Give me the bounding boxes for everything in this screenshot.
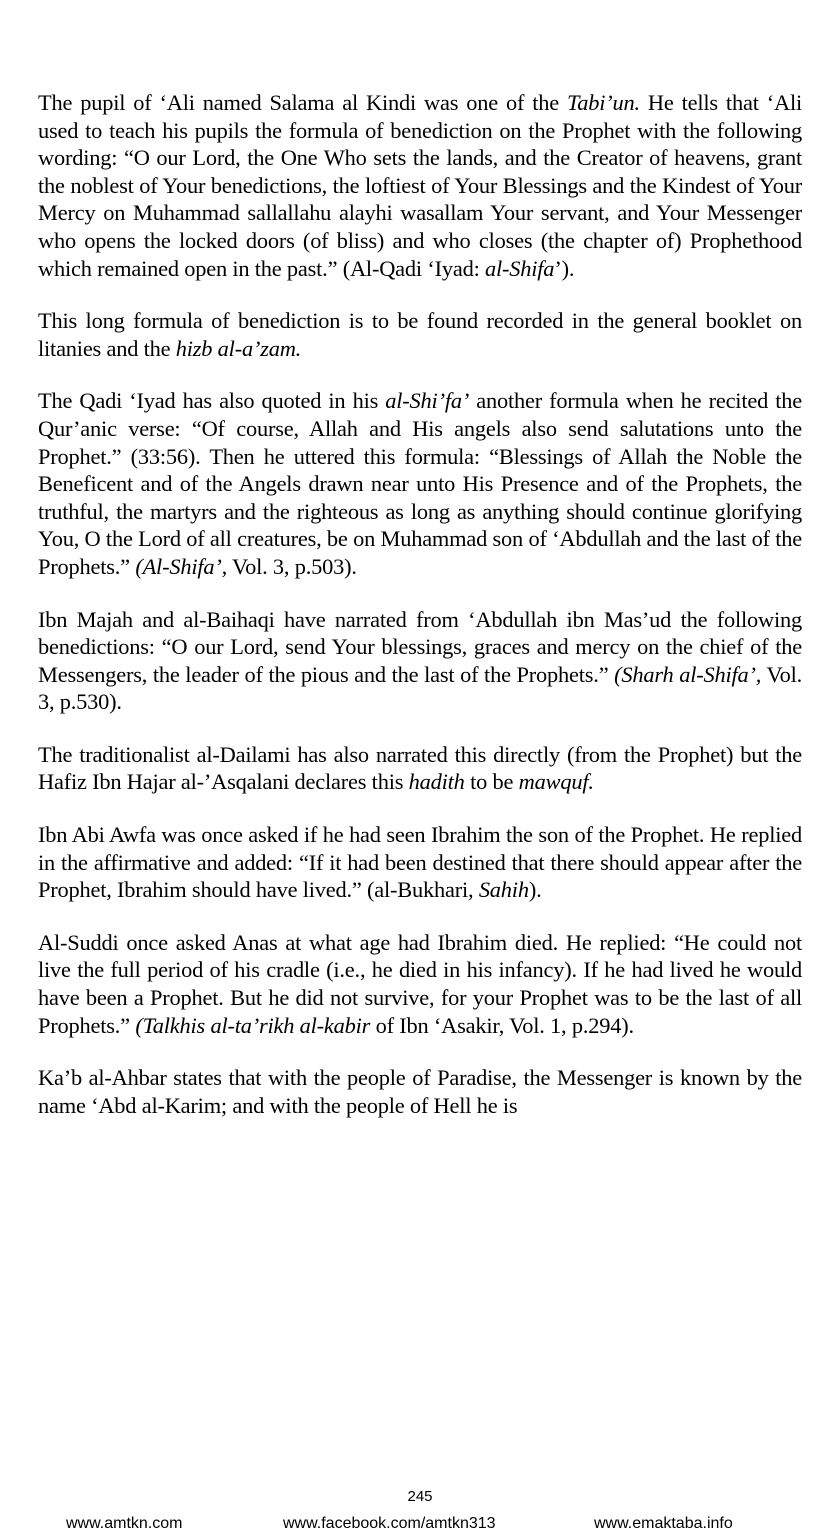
paragraph <box>38 1064 802 1119</box>
text-run: Ka’b al-Ahbar states that with the people of Paradise, the Messenger is known by the name ‘Abd al-Karim; and with the people of Hell he is <box>38 1065 802 1118</box>
text-run: Ibn Majah and al-Baihaqi have narrated from ‘Abdullah ibn Mas’ud the following benedictions: “O our Lord, send Your blessings, graces and mercy on the chief of the Messengers, the leader of the pious and the last of the Prophets.” <box>38 606 802 687</box>
italic-text: (Al-Shifa’, <box>135 553 228 579</box>
text-run: The pupil of ‘Ali named Salama al Kindi was one of the <box>38 90 568 115</box>
text-run: ’). <box>554 255 575 281</box>
italic-text: hadith <box>408 769 465 795</box>
italic-text: Tabi’un. <box>567 90 640 115</box>
paragraph <box>38 821 802 904</box>
paragraph <box>38 387 802 580</box>
text-run: This long formula of benediction is to be found recorded in the general booklet on litanies and the <box>38 308 802 361</box>
text-run: Vol. 3, p.503). <box>227 553 357 579</box>
text-run: of Ibn ‘Asakir, Vol. 1, p.294). <box>370 1012 634 1038</box>
text-run: Vol. 3, p.530). <box>38 661 802 715</box>
text-run: He tells that ‘Ali used to teach his pupils the formula of benediction on the Prophet with the following wording: “O our Lord, the One Who sets the lands, and the Creator of heavens, grant the noblest of Your benedictions, the loftiest of Your Blessings and the Kindest of Your Mercy on Muhammad sallallahu alayhi wasallam Your servant, and Your Messenger who opens the locked doors (of bliss) and who closes (the chapter of) Prophethood which remained open in the past.” (Al-Qadi ‘Iyad: <box>38 90 802 281</box>
italic-text: hizb al-a’zam. <box>175 335 302 361</box>
text-run: Ibn Abi Awfa was once asked if he had seen Ibrahim the son of the Prophet. He replied in the affirmative and added: “If it had been destined that there should appear after the Prophet, Ibrahim should have lived.” (al-Bukhari, <box>38 822 802 903</box>
text-run: The traditionalist al-Dailami has also narrated this directly (from the Prophet) but the Hafiz Ibn Hajar al-’Asqalani declares this <box>38 741 802 795</box>
paragraph <box>38 89 802 282</box>
footer-link-emaktaba[interactable]: www.emaktaba.info <box>594 1515 733 1532</box>
text-run: to be <box>464 769 519 795</box>
paragraph <box>38 307 802 362</box>
text-run: The Qadi ‘Iyad has also quoted in his <box>38 388 386 414</box>
footer-link-facebook[interactable]: www.facebook.com/amtkn313 <box>283 1515 496 1532</box>
italic-text: (Sharh al-Shifa’, <box>614 661 762 687</box>
italic-text: Sahih <box>478 877 529 903</box>
italic-text: al-Shi’fa’ <box>385 388 470 414</box>
text-run: another formula when he recited the Qur’anic verse: “Of course, Allah and His angels also send salutations unto the Prophet.” (33:56). Then he uttered this formula: “Blessings of Allah the Noble the Beneficent and of the Angels drawn near unto His Presence and of the Prophets, the truthful, the martyrs and the righteous as long as anything should continue glorifying You, O the Lord of all creatures, be on Muhammad son of ‘Abdullah and the last of the Prophets.” <box>38 388 802 579</box>
footer <box>0 1514 840 1536</box>
paragraph <box>38 606 802 716</box>
body-text <box>38 89 802 1144</box>
text-run: ). <box>528 877 542 903</box>
footer-link-amtkn[interactable]: www.amtkn.com <box>66 1515 183 1532</box>
italic-text: al-Shifa <box>485 255 555 281</box>
italic-text: (Talkhis al-ta’rikh al-kabir <box>135 1012 371 1038</box>
italic-text: mawquf. <box>518 769 594 795</box>
page-number: 245 <box>407 1488 433 1505</box>
text-run: Al-Suddi once asked Anas at what age had Ibrahim died. He replied: “He could not live the full period of his cradle (i.e., he died in his infancy). If he had lived he would have been a Prophet. But he did not survive, for your Prophet was to be the last of all Prophets.” <box>38 929 802 1038</box>
paragraph <box>38 741 802 796</box>
paragraph <box>38 929 802 1039</box>
